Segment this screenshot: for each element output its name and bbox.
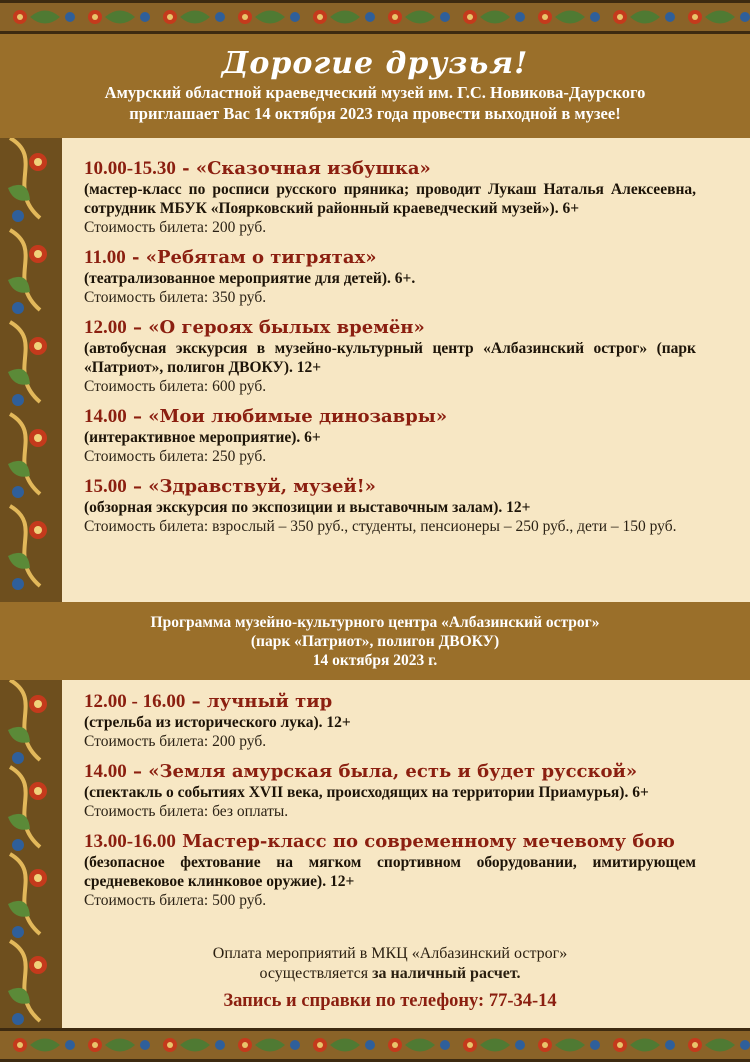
event-name: «Ребятам о тигрятах» xyxy=(145,247,377,268)
program-band xyxy=(0,602,750,680)
event-description: (театрализованное мероприятие для детей). 6+. xyxy=(84,270,416,287)
event-time: 12.00 xyxy=(84,317,127,338)
event-description: (стрельба из исторического лука). 12+ xyxy=(84,714,351,731)
event-name: лучный тир xyxy=(206,691,333,712)
contact-phone: Запись и справки по телефону: 77-34-14 xyxy=(223,991,557,1011)
event-description: (мастер-класс по росписи русского пряника; проводит Лукаш Наталья Алексеевна, сотрудник МБУК «Поярковский районный краеведческий музей»). 6+ xyxy=(84,181,696,217)
event-name: «Сказочная избушка» xyxy=(195,158,431,179)
event-price: Стоимость билета: 200 руб. xyxy=(84,219,267,236)
event-item: 14.00 – «Земля амурская была, есть и будет русской» (спектакль о событиях XVII века, происходящих на территории Приамурья). 6+ Стоимость билета: без оплаты. xyxy=(84,760,696,821)
event-name: «Здравствуй, музей!» xyxy=(148,476,376,497)
header-line-2: приглашает Вас 14 октября 2023 года провести выходной в музее! xyxy=(129,104,621,123)
event-price: Стоимость билета: взрослый – 350 руб., студенты, пенсионеры – 250 руб., дети – 150 руб. xyxy=(84,518,677,535)
payment-note: Оплата мероприятий в МКЦ «Албазинский острог» xyxy=(212,945,568,962)
program-location: (парк «Патриот», полигон ДВОКУ) xyxy=(250,633,500,650)
event-description: (автобусная экскурсия в музейно-культурный центр «Албазинский острог» (парк «Патриот», полигон ДВОКУ). 12+ xyxy=(84,340,696,376)
event-time: 13.00-16.00 xyxy=(84,831,176,852)
event-time: 14.00 xyxy=(84,406,127,427)
event-description: (интерактивное мероприятие). 6+ xyxy=(84,429,321,446)
event-item: 15.00 – «Здравствуй, музей!» (обзорная экскурсия по экспозиции и выставочным залам). 12+ Стоимость билета: взрослый – 350 руб., студенты, пенсионеры – 250 руб., дети – 150 руб. xyxy=(84,475,696,536)
event-price: Стоимость билета: без оплаты. xyxy=(84,803,289,820)
program-title: Программа музейно-культурного центра «Албазинский острог» xyxy=(150,614,600,631)
event-time: 10.00-15.30 xyxy=(84,158,176,179)
event-description: (обзорная экскурсия по экспозиции и выставочным залам). 12+ xyxy=(84,499,531,516)
event-description: (безопасное фехтование на мягком спортивном оборудовании, имитирующем средневековое клинковое оружие). 12+ xyxy=(84,854,696,890)
event-time: 12.00 - 16.00 xyxy=(84,691,186,712)
event-price: Стоимость билета: 200 руб. xyxy=(84,733,267,750)
event-description: (спектакль о событиях XVII века, происходящих на территории Приамурья). 6+ xyxy=(84,784,649,801)
event-name: «Мои любимые динозавры» xyxy=(148,406,448,427)
page-title: Дорогие друзья! xyxy=(221,46,529,81)
header-band xyxy=(0,34,750,138)
footer xyxy=(84,944,696,1014)
payment-method: осуществляется за наличный расчет. xyxy=(259,965,521,982)
event-price: Стоимость билета: 500 руб. xyxy=(84,892,267,909)
event-time: 11.00 xyxy=(84,247,126,268)
event-price: Стоимость билета: 350 руб. xyxy=(84,289,267,306)
event-item: 12.00 – «О героях былых времён» (автобусная экскурсия в музейно-культурный центр «Албазинский острог» (парк «Патриот», полигон ДВОКУ). 12+ Стоимость билета: 600 руб. xyxy=(84,317,696,395)
top-ornament-border xyxy=(0,0,750,34)
event-item: 11.00 - «Ребятам о тигрятах» (театрализованное мероприятие для детей). 6+. Стоимость билета: 350 руб. xyxy=(84,246,696,307)
event-time: 14.00 xyxy=(84,761,127,782)
event-item xyxy=(84,830,696,910)
ostrog-events-list xyxy=(84,690,696,919)
left-floral-ornament-2 xyxy=(0,680,62,1028)
bottom-ornament-border xyxy=(0,1028,750,1062)
event-price: Стоимость билета: 250 руб. xyxy=(84,448,267,465)
header-line-1: Амурский областной краеведческий музей им. Г.С. Новикова-Даурского xyxy=(104,83,646,102)
event-name: Мастер-класс по современному мечевому бою xyxy=(182,831,675,852)
event-item: 10.00-15.30 - «Сказочная избушка» (мастер-класс по росписи русского пряника; проводит Лукаш Наталья Алексеевна, сотрудник МБУК «Поярковский районный краеведческий музей»). 6+ Стоимость билета: 200 руб. xyxy=(84,158,696,236)
event-item: 14.00 – «Мои любимые динозавры» (интерактивное мероприятие). 6+ Стоимость билета: 250 руб. xyxy=(84,405,696,466)
event-name: «О героях былых времён» xyxy=(148,317,425,338)
program-date: 14 октября 2023 г. xyxy=(312,652,438,669)
event-name: «Земля амурская была, есть и будет русской» xyxy=(148,761,638,782)
event-price: Стоимость билета: 600 руб. xyxy=(84,378,267,395)
event-item: 12.00 - 16.00 – лучный тир (стрельба из исторического лука). 12+ Стоимость билета: 200 руб. xyxy=(84,690,696,751)
museum-events-list xyxy=(84,157,696,545)
left-floral-ornament xyxy=(0,138,62,602)
event-time: 15.00 xyxy=(84,476,127,497)
